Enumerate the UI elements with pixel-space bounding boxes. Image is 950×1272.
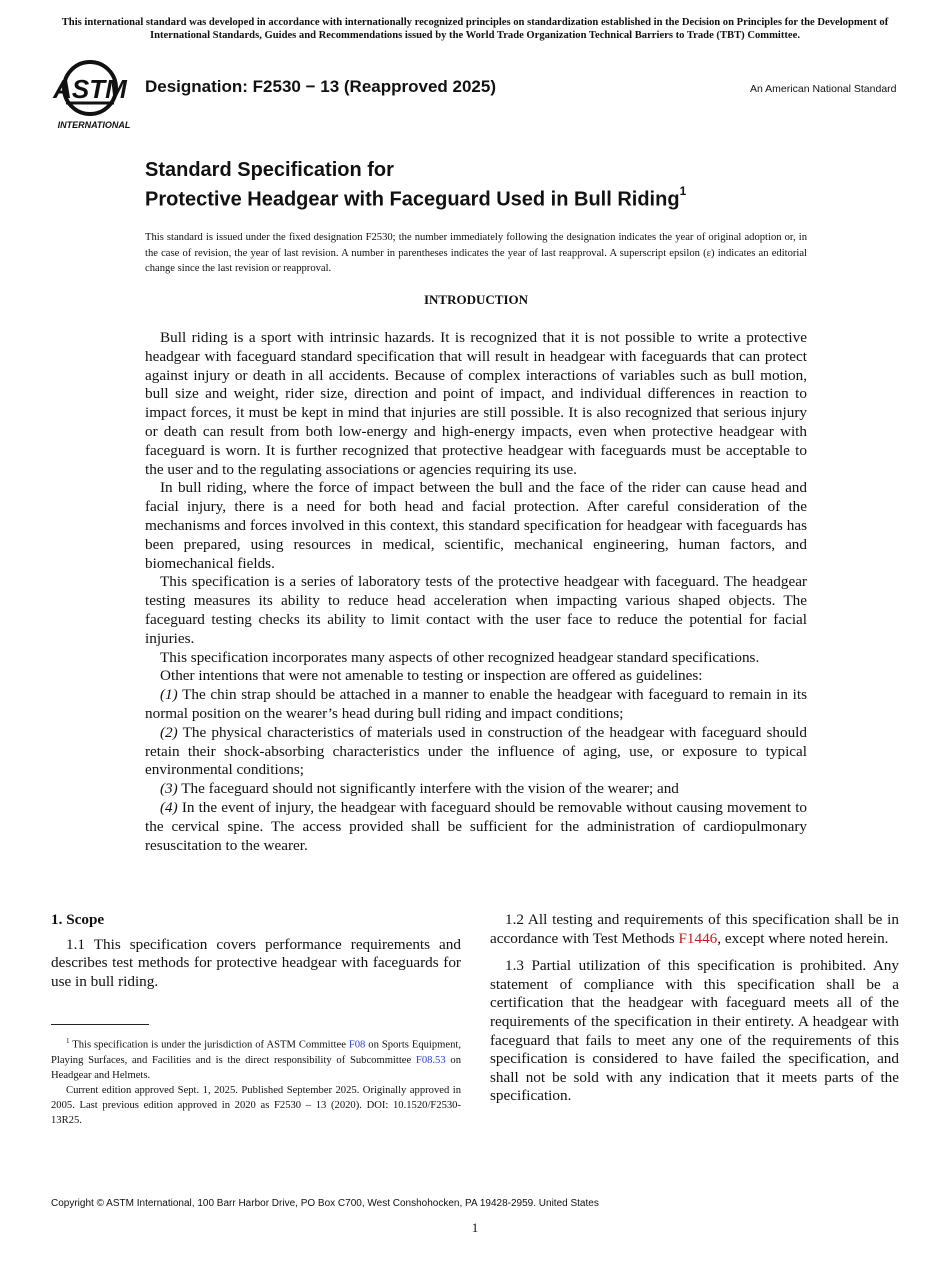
introduction-body bbox=[145, 329, 807, 855]
intro-paragraph: This specification is a series of laboratory tests of the protective headgear with faceguard. The headgear testing measures its ability to reduce head acceleration when impacting various shaped objects. The faceguard testing checks its ability to limit contact with the user face to reduce the potential for facial injuries. bbox=[145, 573, 807, 647]
intro-paragraph: This specification incorporates many aspects of other recognized headgear standard specifications. bbox=[160, 648, 760, 666]
astm-logo-icon bbox=[52, 56, 136, 132]
designation: Designation: F2530 − 13 (Reapproved 2025) bbox=[145, 77, 496, 96]
guideline-number: (4) bbox=[160, 798, 178, 816]
title-line-1: Standard Specification for bbox=[145, 159, 394, 181]
guideline-text: The chin strap should be attached in a manner to enable the headgear with faceguard to remain in its normal position on the wearer’s head during bull riding and impact conditions; bbox=[145, 686, 807, 722]
guideline-item bbox=[145, 724, 807, 780]
footnote-text: on Sports Equipment, Playing Surfaces, and Facilities and is the direct responsibility of Subcommittee bbox=[51, 1039, 461, 1066]
intro-paragraph: Bull riding is a sport with intrinsic hazards. It is recognized that it is not possible to write a protective headgear with faceguard standard specification that will result in headgear with faceguards that can protect against injury or death in all accidents. Because of complex interactions of variables such as bull motion, bull size and weight, rider size, direction and point of impact, and individual differences in reaction to impact forces, it must be kept in mind that injuries are still possible. It is also recognized that serious injury or death can result from both low-energy and high-energy impacts, even when protective headgear with faceguard is worn. It is further recognized that protective headgear with faceguards must be acceptable to the user and to the regulating associations or agencies requiring its use. bbox=[145, 329, 807, 478]
footnote-1 bbox=[51, 1034, 461, 1083]
title-line-2 bbox=[145, 182, 686, 212]
scope-1-2 bbox=[490, 911, 899, 948]
guideline-item bbox=[145, 780, 807, 799]
footnotes bbox=[51, 1034, 461, 1128]
scope-1-2-text: 1.2 All testing and requirements of this specification shall be in accordance with Test Methods bbox=[490, 911, 899, 947]
scope-heading: 1. Scope bbox=[51, 911, 105, 928]
f08-53-link[interactable]: F08.53 bbox=[415, 1054, 446, 1066]
page-number: 1 bbox=[471, 1220, 479, 1235]
right-column bbox=[490, 911, 899, 1115]
guideline-item bbox=[145, 799, 807, 855]
page-title bbox=[145, 158, 686, 212]
guideline-text: The physical characteristics of materials used in construction of the headgear with faceguard should retain their shock-absorbing characteristics under the influence of aging, use, or exposure to typical environmental conditions; bbox=[145, 723, 807, 779]
development-notice: This international standard was developed in accordance with internationally recognized principles on standardization established in the Decision on Principles for the Development of International Standards, Guides and Recommendations issued by the World Trade Organization Technical Barriers to Trade (TBT) Committee. bbox=[61, 17, 889, 41]
national-standard-label: An American National Standard bbox=[750, 83, 897, 95]
logo-text: INTERNATIONAL bbox=[57, 120, 131, 130]
guideline-text: The faceguard should not significantly interfere with the vision of the wearer; and bbox=[181, 780, 679, 798]
intro-paragraph: In bull riding, where the force of impact between the bull and the face of the rider can cause head and facial injury, there is a need for both head and facial protection. After careful consideration of the mechanisms and forces involved in this context, this standard specification for headgear with faceguards has been prepared, using resources in medical, scientific, mechanical engineering, human factors, and biomechanical fields. bbox=[145, 479, 807, 572]
f08-link[interactable]: F08 bbox=[348, 1039, 366, 1051]
title-main: Protective Headgear with Faceguard Used in Bull Riding bbox=[145, 188, 680, 211]
copyright: Copyright © ASTM International, 100 Barr Harbor Drive, PO Box C700, West Conshohocken, PA 19428-2959. United States bbox=[51, 1198, 599, 1209]
scope-1-1: 1.1 This specification covers performance requirements and describes test methods for protective headgear with faceguards for use in bull riding. bbox=[51, 935, 461, 990]
introduction-heading: INTRODUCTION bbox=[423, 292, 528, 307]
f1446-link[interactable]: F1446 bbox=[678, 929, 718, 947]
intro-paragraph: Other intentions that were not amenable to testing or inspection are offered as guidelines: bbox=[160, 667, 703, 685]
footnote-text: on Headgear and Helmets. bbox=[51, 1054, 461, 1081]
svg-text:ASTM: ASTM bbox=[53, 74, 127, 104]
title-footnote-mark: 1 bbox=[679, 184, 687, 198]
footnote-2: Current edition approved Sept. 1, 2025. Published September 2025. Originally approved in 2005. Last previous edition approved in 2020 as F2530 – 13 (2020). DOI: 10.1520/F2530-13R25. bbox=[51, 1084, 461, 1126]
guideline-number: (1) bbox=[160, 686, 178, 704]
left-column bbox=[51, 911, 461, 1000]
guideline-number: (2) bbox=[160, 723, 178, 741]
guideline-number: (3) bbox=[160, 780, 178, 798]
guideline-text: In the event of injury, the headgear with faceguard should be removable without causing movement to the cervical spine. The access provided shall be sufficient for the administration of cardiopulmonary resuscitation to the wearer. bbox=[145, 798, 808, 854]
astm-logo bbox=[52, 56, 136, 132]
footnote-divider bbox=[51, 1024, 149, 1025]
issue-note: This standard is issued under the fixed designation F2530; the number immediately following the designation indicates the year of original adoption or, in the case of revision, the year of last revision. A number in parentheses indicates the year of last reapproval. A superscript epsilon (ε) indicates an editorial change since the last revision or reapproval. bbox=[145, 232, 807, 275]
scope-1-2-text-end: , except where noted herein. bbox=[717, 929, 889, 947]
guideline-item bbox=[145, 686, 807, 724]
footnote-mark: 1 bbox=[66, 1037, 70, 1045]
scope-1-3: 1.3 Partial utilization of this specification is prohibited. Any statement of compliance with this specification shall be a certification that the headgear with faceguard meets all of the requirements of the specification in their entirety. A headgear with faceguard that fails to meet any one of the requirements of this specification is considered to have failed the specification, and shall not be sold with any indication that it meets parts of the specification. bbox=[490, 957, 899, 1105]
footnote-text: This specification is under the jurisdiction of ASTM Committee bbox=[72, 1039, 349, 1051]
